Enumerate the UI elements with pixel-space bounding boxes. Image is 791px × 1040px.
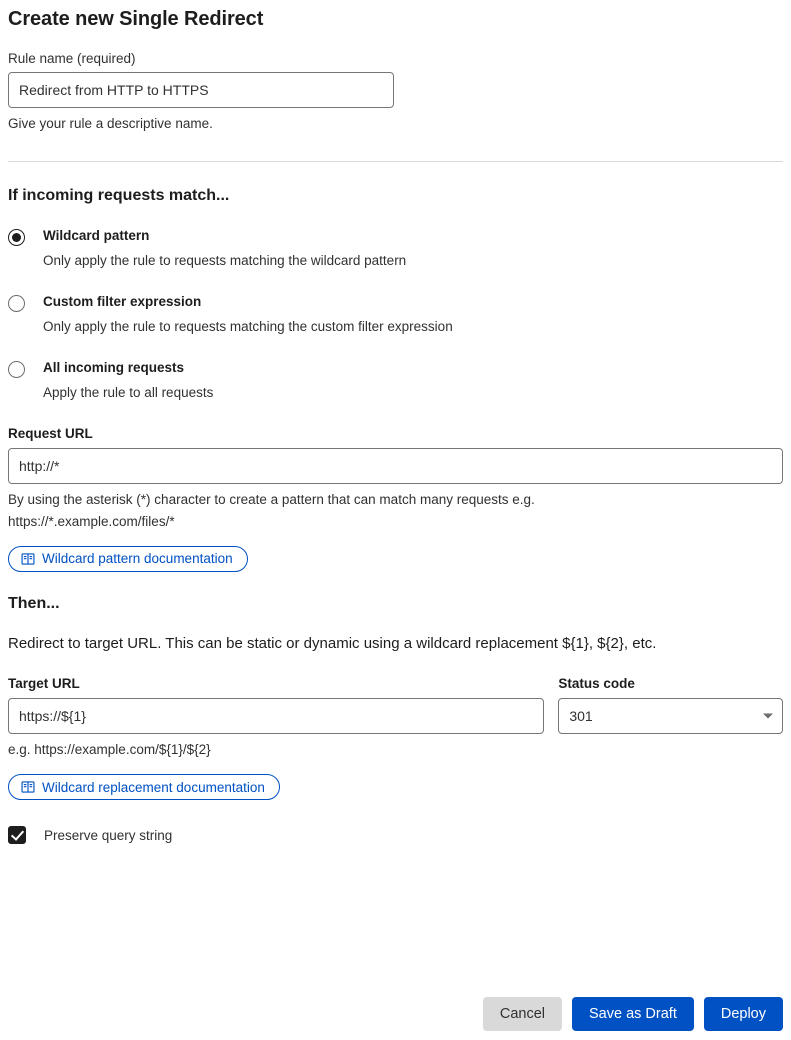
target-url-input[interactable] <box>8 698 544 734</box>
radio-wildcard-pattern-label: Wildcard pattern <box>43 228 150 244</box>
save-as-draft-button[interactable]: Save as Draft <box>572 997 694 1031</box>
preserve-query-string-label: Preserve query string <box>44 827 173 843</box>
radio-custom-filter-expression-icon[interactable] <box>8 295 25 312</box>
match-section-title: If incoming requests match... <box>8 187 230 205</box>
form-actions <box>483 997 783 1031</box>
radio-option-wildcard-pattern[interactable] <box>8 227 783 269</box>
single-redirect-form <box>0 8 791 1040</box>
radio-option-all-incoming-requests[interactable] <box>8 359 783 401</box>
request-url-helper-line2: https://*.example.com/files/* <box>8 513 175 529</box>
radio-all-incoming-requests-description: Apply the rule to all requests <box>43 384 214 400</box>
target-url-field <box>8 676 544 734</box>
rule-name-label: Rule name (required) <box>8 51 136 66</box>
request-url-label: Request URL <box>8 425 93 441</box>
radio-all-incoming-requests-label: All incoming requests <box>43 360 185 376</box>
book-icon <box>21 780 35 794</box>
then-section-description: Redirect to target URL. This can be static or dynamic using a wildcard replacement ${1}, ${2}, etc. <box>8 635 657 653</box>
status-code-field <box>558 676 783 734</box>
target-and-status-row <box>8 676 783 734</box>
target-url-label: Target URL <box>8 676 80 692</box>
request-url-helper-line1: By using the asterisk (*) character to create a pattern that can match many requests e.g. <box>8 491 535 507</box>
status-code-select[interactable] <box>558 698 783 734</box>
radio-option-custom-filter-expression[interactable] <box>8 293 783 335</box>
radio-custom-filter-expression-label: Custom filter expression <box>43 294 202 310</box>
wildcard-pattern-documentation-link[interactable] <box>8 546 248 572</box>
wildcard-replacement-documentation-label: Wildcard replacement documentation <box>42 779 265 795</box>
page-title: Create new Single Redirect <box>8 8 264 30</box>
radio-all-incoming-requests-icon[interactable] <box>8 361 25 378</box>
book-icon <box>21 552 35 566</box>
section-divider <box>8 161 783 162</box>
target-url-helper: e.g. https://example.com/${1}/${2} <box>8 742 211 758</box>
then-section-title: Then... <box>8 595 60 613</box>
wildcard-pattern-documentation-label: Wildcard pattern documentation <box>42 551 233 567</box>
match-radio-group <box>8 227 783 401</box>
rule-name-helper: Give your rule a descriptive name. <box>8 116 213 131</box>
rule-name-input[interactable] <box>8 72 394 108</box>
cancel-button[interactable]: Cancel <box>483 997 562 1031</box>
wildcard-replacement-documentation-link[interactable] <box>8 774 280 800</box>
preserve-query-string-checkbox[interactable] <box>8 826 26 844</box>
radio-wildcard-pattern-description: Only apply the rule to requests matching the wildcard pattern <box>43 252 407 268</box>
radio-custom-filter-expression-description: Only apply the rule to requests matching the custom filter expression <box>43 318 453 334</box>
deploy-button[interactable]: Deploy <box>704 997 783 1031</box>
preserve-query-string-row[interactable] <box>8 826 783 844</box>
radio-wildcard-pattern-icon[interactable] <box>8 229 25 246</box>
request-url-input[interactable] <box>8 448 783 484</box>
status-code-label: Status code <box>558 676 635 692</box>
